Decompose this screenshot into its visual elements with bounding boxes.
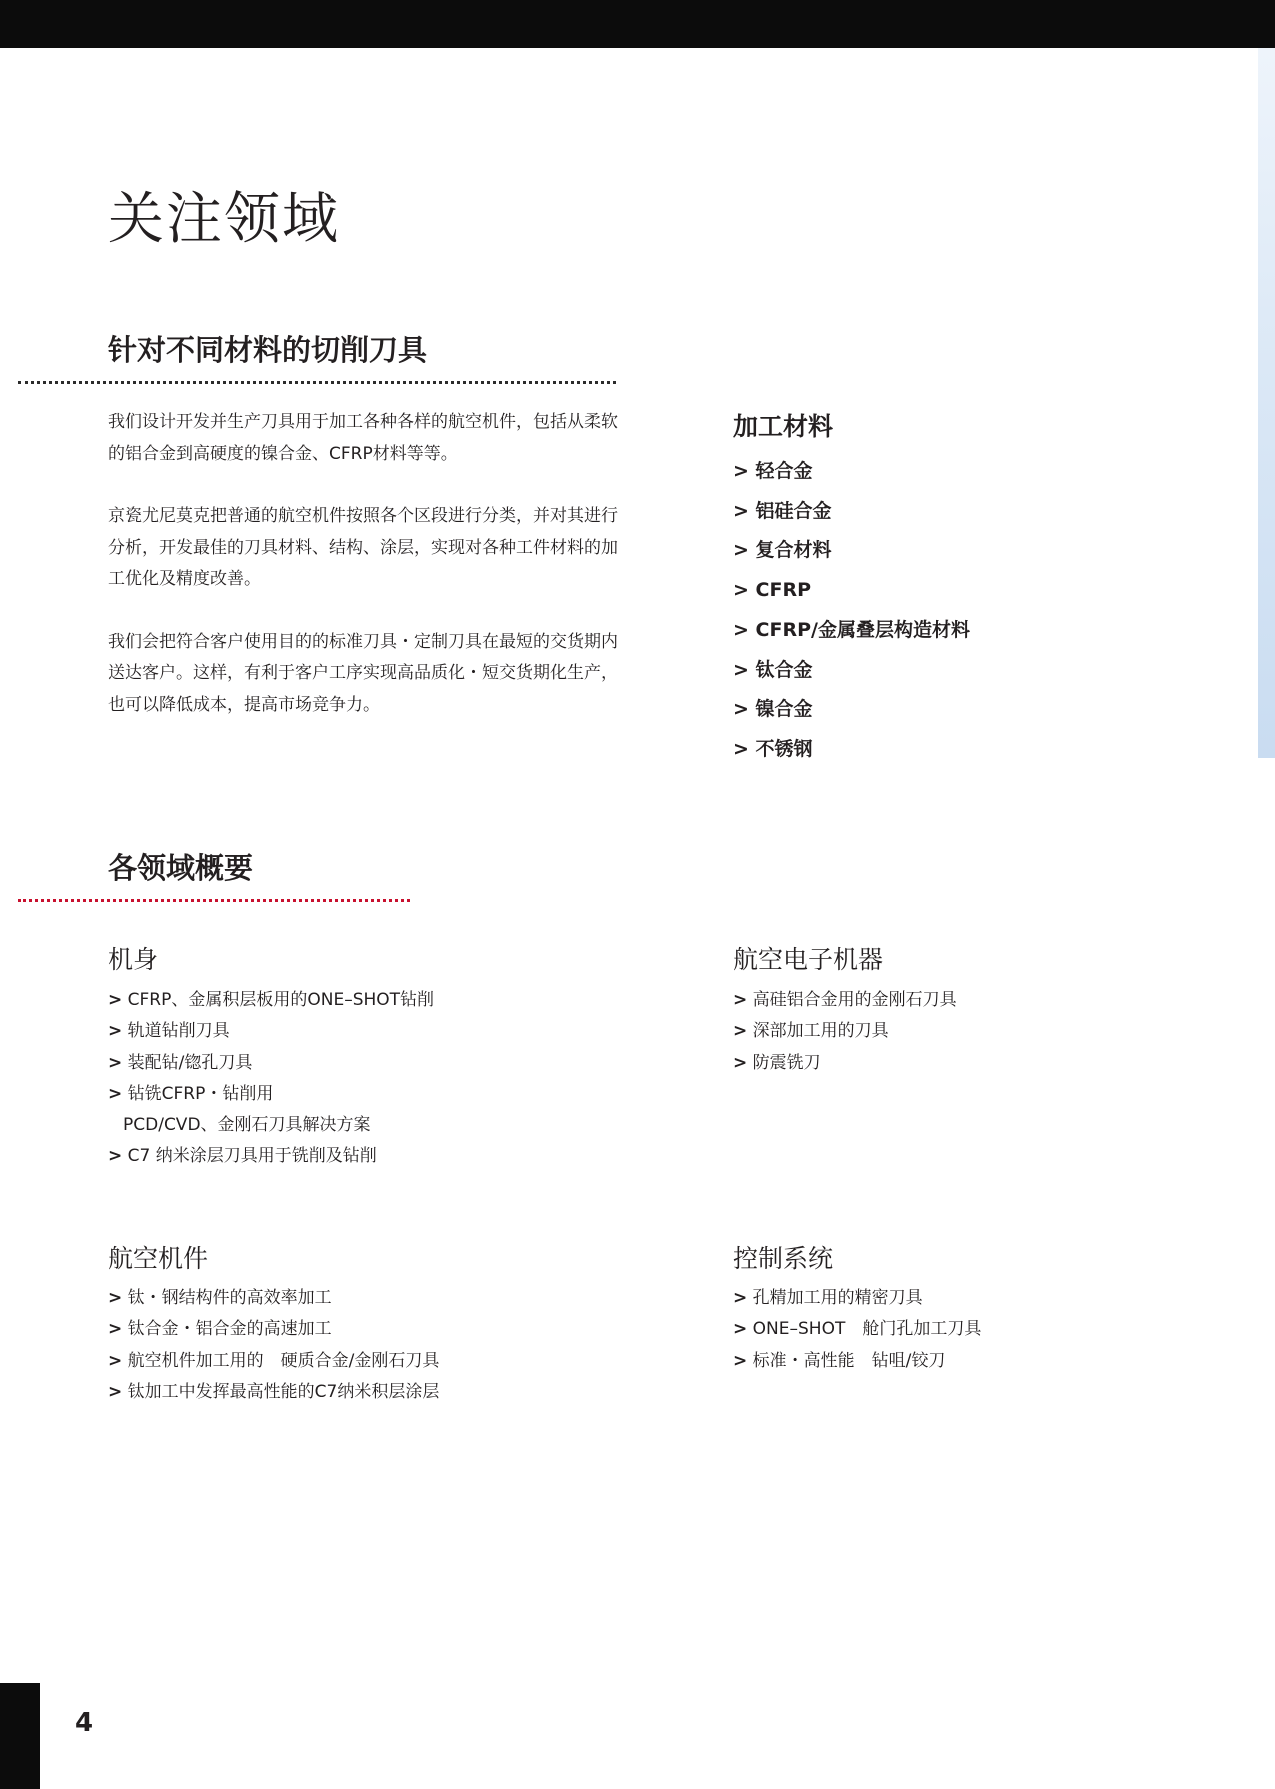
fuselage-list bbox=[108, 985, 434, 1173]
list-item bbox=[108, 1048, 434, 1079]
avionics-list bbox=[733, 985, 957, 1079]
list-item-text: PCD/CVD、金刚石刀具解决方案 bbox=[123, 1115, 371, 1136]
bullet-marker: > bbox=[733, 1350, 748, 1371]
bullet-marker: > bbox=[108, 1350, 123, 1371]
list-item-text: 航空机件加工用的 硬质合金/金刚石刀具 bbox=[127, 1350, 440, 1371]
material-item: > CFRP bbox=[733, 579, 812, 602]
material-item: > 钛合金 bbox=[733, 658, 813, 681]
list-item-text: 钛合金・铝合金的高速加工 bbox=[127, 1319, 332, 1340]
list-item bbox=[108, 1141, 434, 1172]
list-item bbox=[108, 1377, 439, 1408]
list-item-text: 标准・高性能 钻咀/铰刀 bbox=[752, 1350, 946, 1371]
page-title: 关注领域 bbox=[108, 187, 340, 252]
list-item-text: ONE–SHOT 舱门孔加工刀具 bbox=[752, 1319, 982, 1340]
list-item-text: CFRP、金属积层板用的ONE–SHOT钻削 bbox=[127, 990, 435, 1010]
material-item: > CFRP/金属叠层构造材料 bbox=[733, 618, 970, 641]
list-item bbox=[108, 1079, 434, 1110]
list-item-text: 钛・钢结构件的高效率加工 bbox=[127, 1288, 332, 1308]
engine-parts-title: 航空机件 bbox=[108, 1244, 209, 1273]
list-item bbox=[108, 985, 434, 1016]
list-item bbox=[733, 1048, 957, 1079]
bullet-marker: > bbox=[108, 1052, 123, 1073]
bullet-marker: > bbox=[108, 1021, 123, 1042]
side-blue-strip bbox=[1258, 48, 1275, 758]
list-item bbox=[108, 1283, 439, 1314]
list-item-text: 钛加工中发挥最高性能的C7纳米积层涂层 bbox=[127, 1381, 440, 1402]
bullet-marker: > bbox=[733, 1319, 748, 1340]
section-heading-cutting-tools: 针对不同材料的切削刀具 bbox=[108, 333, 428, 367]
bullet-marker: > bbox=[733, 1052, 748, 1073]
list-item-text: 防震铣刀 bbox=[752, 1052, 821, 1073]
intro-paragraph: 京瓷尤尼莫克把普通的航空机件按照各个区段进行分类，并对其进行分析，开发最佳的刀具材料、结构、涂层，实现对各种工件材料的加工优化及精度改善。 bbox=[108, 506, 618, 589]
red-dotted-divider bbox=[18, 899, 410, 902]
list-item-continuation bbox=[108, 1110, 434, 1141]
list-item-text: 轨道钻削刀具 bbox=[127, 1021, 230, 1042]
list-item bbox=[733, 985, 957, 1016]
intro-paragraph: 我们设计开发并生产刀具用于加工各种各样的航空机件，包括从柔软的铝合金到高硬度的镍合金、CFRP材料等等。 bbox=[108, 412, 618, 464]
material-item: > 铝硅合金 bbox=[733, 499, 832, 522]
intro-paragraph: 我们会把符合客户使用目的的标准刀具・定制刀具在最短的交货期内送达客户。这样，有利于客户工序实现高品质化・短交货期化生产，也可以降低成本，提高市场竞争力。 bbox=[108, 631, 618, 715]
fuselage-title: 机身 bbox=[108, 945, 159, 974]
material-item: > 镍合金 bbox=[733, 698, 813, 721]
list-item bbox=[108, 1314, 439, 1345]
top-black-bar bbox=[0, 0, 1275, 48]
list-item-text: C7 纳米涂层刀具用于铣削及钻削 bbox=[127, 1146, 377, 1167]
section-heading-overview: 各领域概要 bbox=[108, 851, 254, 885]
control-systems-list bbox=[733, 1283, 981, 1377]
list-item-text: 深部加工用的刀具 bbox=[752, 1021, 889, 1042]
material-item: > 轻合金 bbox=[733, 460, 813, 482]
bullet-marker: > bbox=[108, 1146, 123, 1167]
bullet-marker: > bbox=[108, 1288, 123, 1308]
bullet-marker: > bbox=[733, 990, 748, 1010]
list-item-text: 孔精加工用的精密刀具 bbox=[752, 1288, 923, 1308]
list-item bbox=[733, 1314, 981, 1345]
list-item bbox=[733, 1283, 981, 1314]
materials-title: 加工材料 bbox=[733, 412, 834, 441]
bullet-marker: > bbox=[108, 1083, 123, 1104]
bullet-marker: > bbox=[733, 1288, 748, 1308]
avionics-title: 航空电子机器 bbox=[733, 945, 884, 974]
list-item-text: 钻铣CFRP・钻削用 bbox=[127, 1083, 274, 1104]
list-item bbox=[108, 1016, 434, 1047]
material-item: > 不锈钢 bbox=[733, 737, 813, 760]
dotted-divider bbox=[18, 381, 616, 384]
bullet-marker: > bbox=[108, 990, 123, 1010]
bullet-marker: > bbox=[108, 1319, 123, 1340]
bullet-marker: > bbox=[108, 1381, 123, 1402]
list-item-text: 装配钻/锪孔刀具 bbox=[127, 1052, 253, 1073]
list-item bbox=[733, 1016, 957, 1047]
page-corner-block bbox=[0, 1683, 40, 1789]
engine-parts-list bbox=[108, 1283, 439, 1408]
list-item bbox=[108, 1346, 439, 1377]
intro-text bbox=[108, 407, 628, 752]
bullet-marker: > bbox=[733, 1021, 748, 1042]
material-item: > 复合材料 bbox=[733, 539, 832, 562]
page-number: 4 bbox=[75, 1708, 94, 1738]
control-systems-title: 控制系统 bbox=[733, 1244, 834, 1273]
materials-list bbox=[733, 452, 970, 770]
list-item bbox=[733, 1346, 981, 1377]
list-item-text: 高硅铝合金用的金刚石刀具 bbox=[752, 990, 957, 1010]
